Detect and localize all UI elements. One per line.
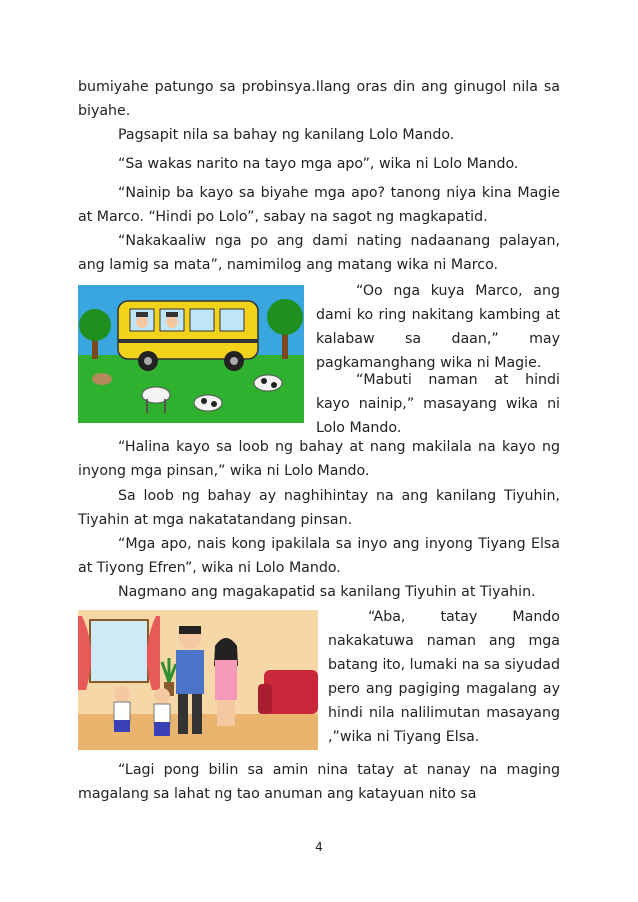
paragraph-7: “Mabuti naman at hindi kayo nainip,” masayang wika ni Lolo Mando. <box>316 372 560 436</box>
paragraph-10: “Mga apo, nais kong ipakilala sa inyo ang inyong Tiyang Elsa at Tiyong Efren”, wika ni Lolo Mando. <box>78 536 560 576</box>
paragraph-3: “Sa wakas narito na tayo mga apo”, wika ni Lolo Mando. <box>118 156 519 172</box>
paragraph-13: “Lagi pong bilin sa amin nina tatay at nanay na maging magalang sa lahat ng tao anuman ang katayuan nito sa <box>78 762 560 802</box>
page-number: 4 <box>315 840 323 854</box>
bus-countryside-illustration <box>78 285 304 423</box>
paragraph-5: “Nakakaaliw nga po ang dami nating nadaanang palayan, ang lamig sa mata”, namimilog ang matang wika ni Marco. <box>78 233 560 273</box>
paragraph-8: “Halina kayo sa loob ng bahay at nang makilala na kayo ng inyong mga pinsan,” wika ni Lolo Mando. <box>78 439 560 479</box>
paragraph-6: “Oo nga kuya Marco, ang dami ko ring nakitang kambing at kalabaw sa daan,” may pagkamanghang wika ni Magie. <box>316 283 560 371</box>
paragraph-11: Nagmano ang magakapatid sa kanilang Tiyuhin at Tiyahin. <box>118 584 536 600</box>
paragraph-1: bumiyahe patungo sa probinsya.Ilang oras din ang ginugol nila sa biyahe. <box>78 79 560 119</box>
paragraph-12: “Aba, tatay Mando nakakatuwa naman ang mga batang ito, lumaki na sa siyudad pero ang pagiging magalang ay hindi nila nalilimutan masayang ,”wika ni Tiyang Elsa. <box>328 609 561 745</box>
paragraph-9: Sa loob ng bahay ay naghihintay na ang kanilang Tiyuhin, Tiyahin at mga nakatatandang pinsan. <box>78 488 560 528</box>
paragraph-4: “Nainip ba kayo sa biyahe mga apo? tanong niya kina Magie at Marco. “Hindi po Lolo”, sabay na sagot ng magkapatid. <box>78 185 560 225</box>
family-greeting-illustration <box>78 610 318 750</box>
paragraph-2: Pagsapit nila sa bahay ng kanilang Lolo Mando. <box>118 127 455 143</box>
